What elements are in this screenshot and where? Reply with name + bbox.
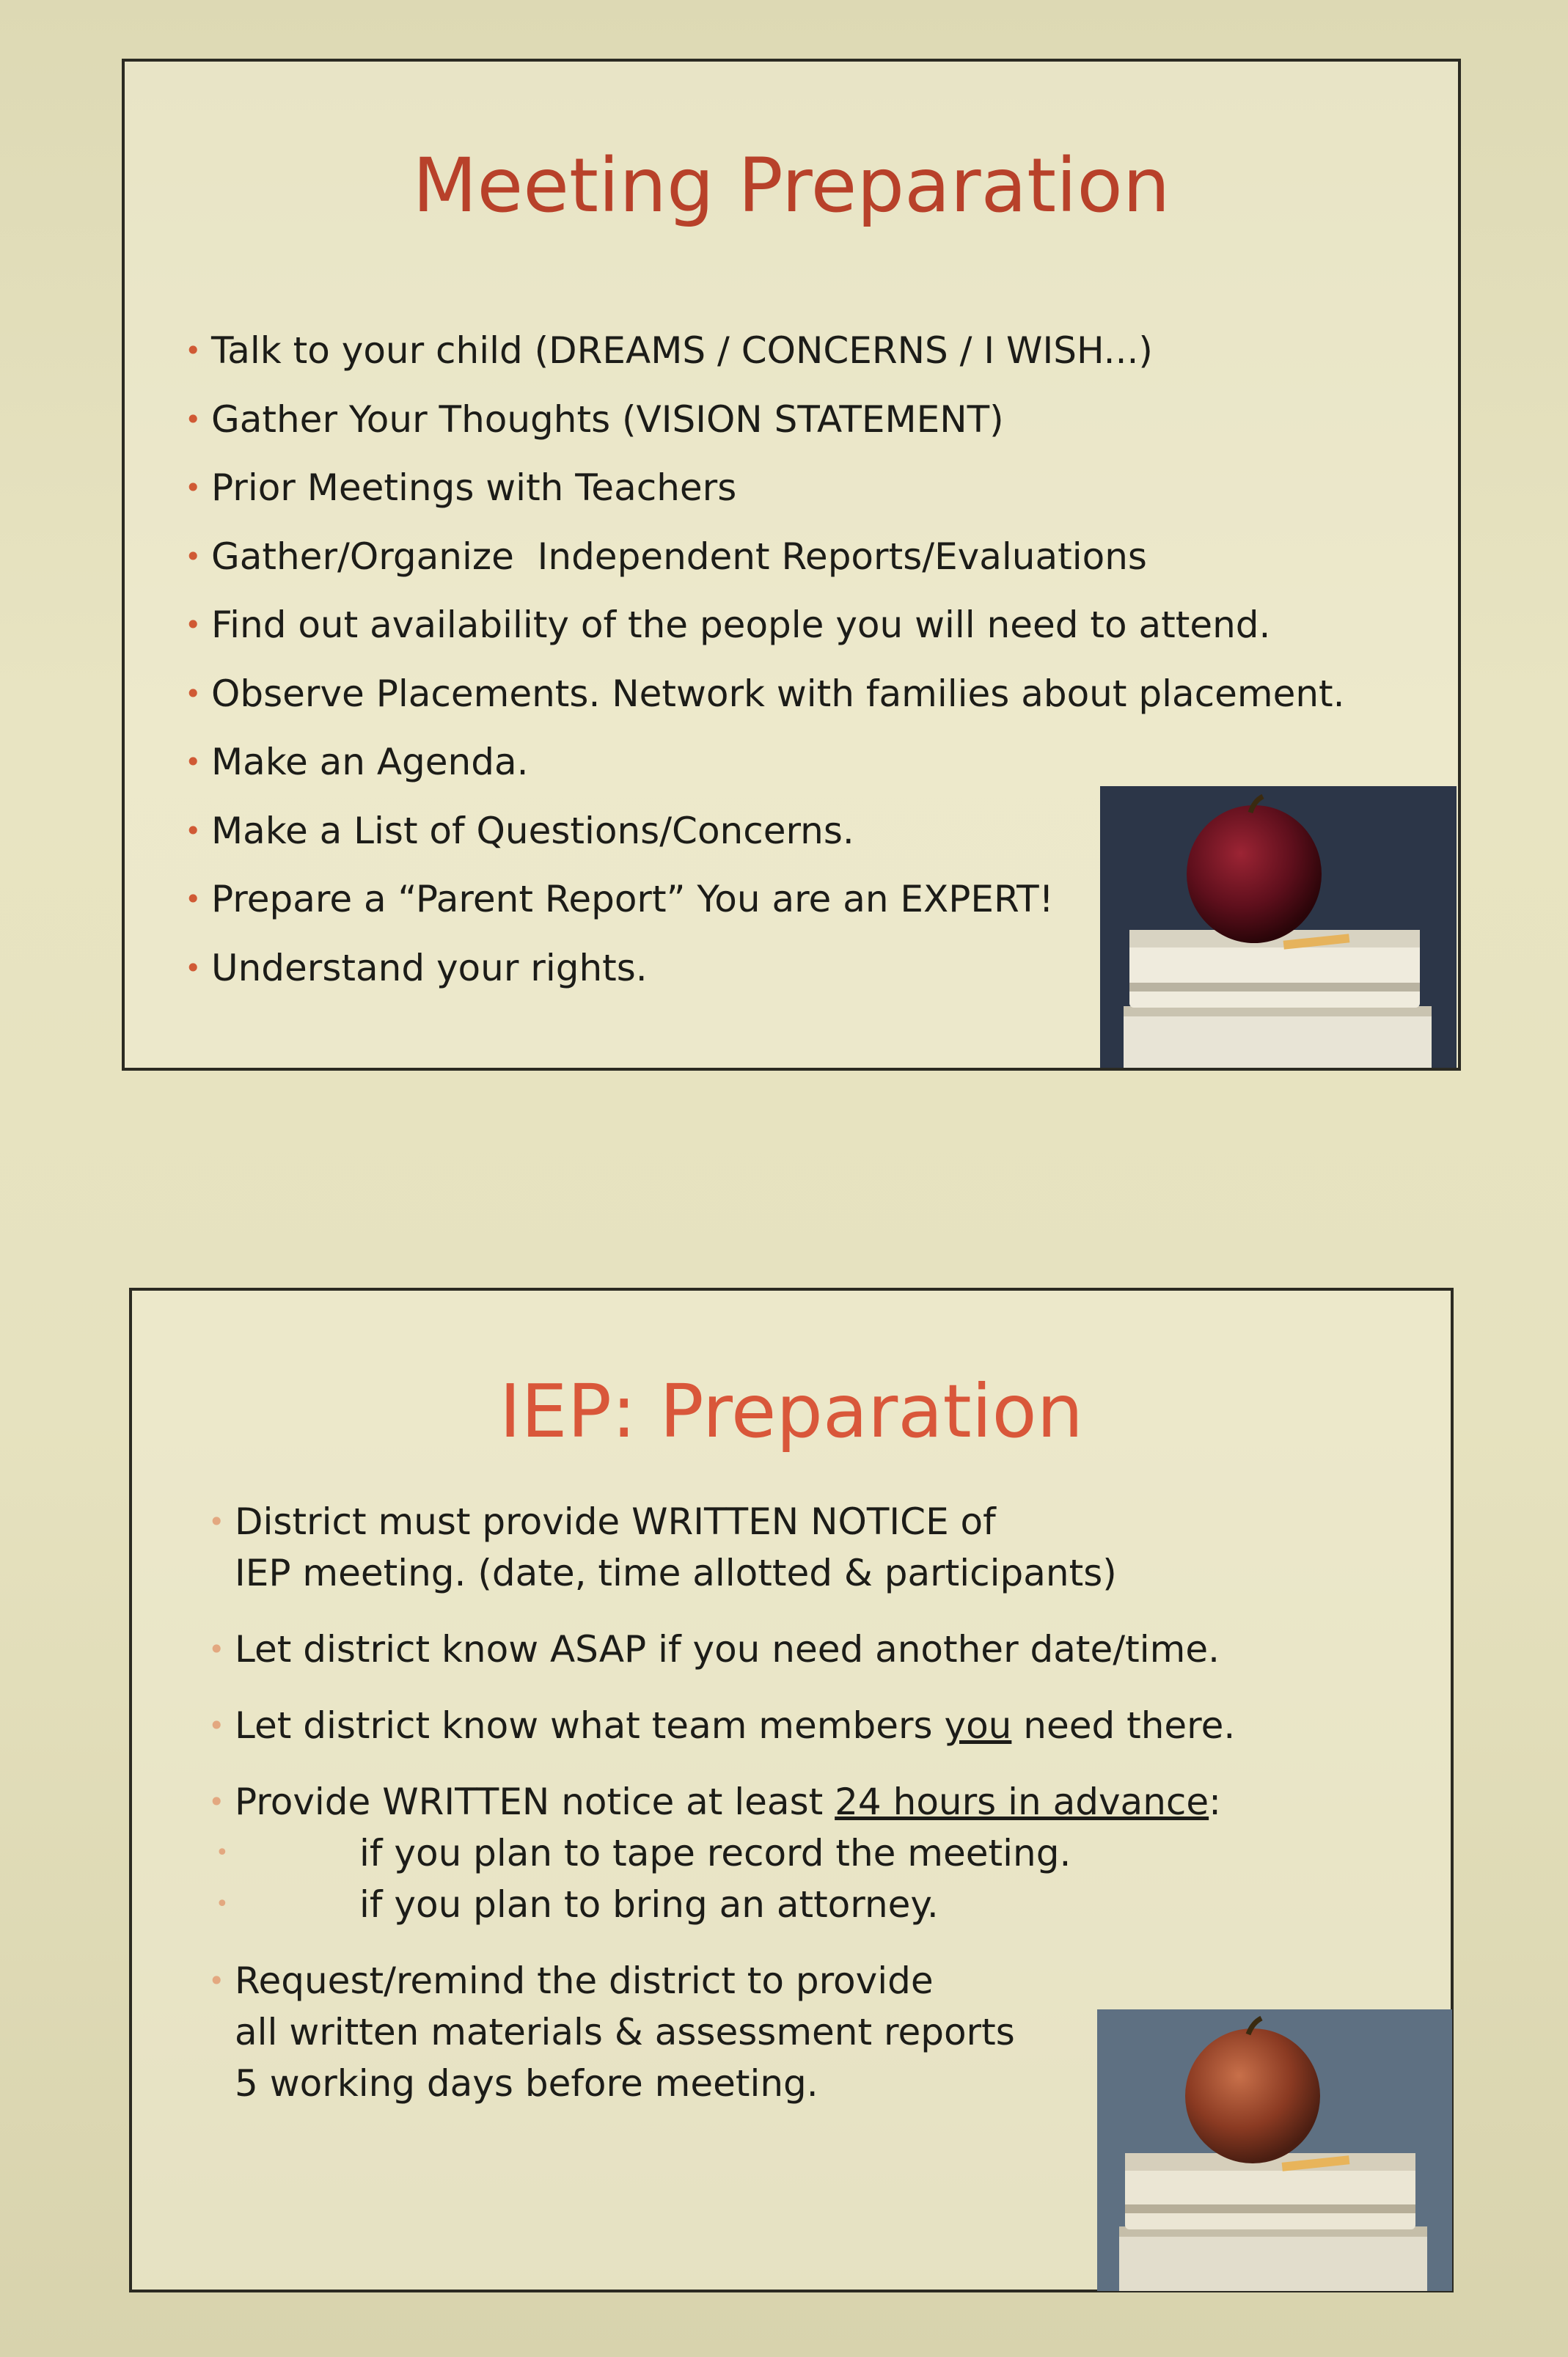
- list-item: • Request/remind the district to provide all written materials & assessment reports 5 working days before meeting.: [235, 1955, 1235, 2109]
- bullet-dot-icon: •: [208, 1965, 225, 1997]
- bullet-dot-icon: •: [208, 1709, 225, 1742]
- list-item: • Provide WRITTEN notice at least 24 hours in advance: • if you plan to tape record the meeting. • if you plan to bring an attorney.: [235, 1776, 1235, 1930]
- slide-iep-preparation: [129, 1288, 1454, 2292]
- list-item: • Make an Agenda.: [211, 728, 1345, 797]
- list-item: • Let district know what team members you need there.: [235, 1700, 1235, 1751]
- list-item: • Find out availability of the people you will need to attend.: [211, 591, 1345, 660]
- bullet-dot-icon: •: [185, 403, 202, 436]
- bullet-dot-icon: •: [208, 1786, 225, 1818]
- list-item: • Understand your rights.: [211, 934, 1345, 1003]
- list-item: • Gather Your Thoughts (VISION STATEMENT): [211, 386, 1345, 455]
- bullet-dot-icon: •: [216, 1840, 229, 1866]
- bullet-list: [208, 1496, 1236, 2134]
- list-item: • Make a List of Questions/Concerns.: [211, 797, 1345, 866]
- list-item: • Observe Placements. Network with families about placement.: [211, 660, 1345, 729]
- bullet-dot-icon: •: [208, 1633, 225, 1665]
- bullet-dot-icon: •: [185, 609, 202, 641]
- list-item: • District must provide WRITTEN NOTICE of IEP meeting. (date, time allotted & participants): [235, 1496, 1235, 1599]
- bullet-dot-icon: •: [185, 472, 202, 504]
- list-item: • Gather/Organize Independent Reports/Evaluations: [211, 523, 1345, 592]
- bullet-dot-icon: •: [185, 677, 202, 710]
- apple-on-books-photo: [1097, 2009, 1452, 2291]
- slide-title: Meeting Preparation: [412, 142, 1170, 230]
- list-item: • Prior Meetings with Teachers: [211, 454, 1345, 523]
- bullet-dot-icon: •: [185, 951, 202, 984]
- apple-on-books-photo: [1100, 786, 1457, 1068]
- slide-meeting-preparation: [122, 59, 1461, 1071]
- slide-title: IEP: Preparation: [499, 1368, 1084, 1454]
- bullet-dot-icon: •: [185, 814, 202, 847]
- bullet-dot-icon: •: [185, 334, 202, 367]
- bullet-dot-icon: •: [216, 1891, 229, 1917]
- bullet-dot-icon: •: [208, 1506, 225, 1538]
- list-item: • Prepare a “Parent Report” You are an EXPERT!: [211, 865, 1345, 934]
- bullet-dot-icon: •: [185, 540, 202, 573]
- bullet-dot-icon: •: [185, 883, 202, 915]
- list-item: • Talk to your child (DREAMS / CONCERNS / I WISH...): [211, 317, 1345, 386]
- bullet-dot-icon: •: [185, 746, 202, 778]
- sub-list-item: • if you plan to bring an attorney.: [235, 1879, 1235, 1930]
- sub-list-item: • if you plan to tape record the meeting.: [235, 1828, 1235, 1879]
- list-item: • Let district know ASAP if you need another date/time.: [235, 1624, 1235, 1675]
